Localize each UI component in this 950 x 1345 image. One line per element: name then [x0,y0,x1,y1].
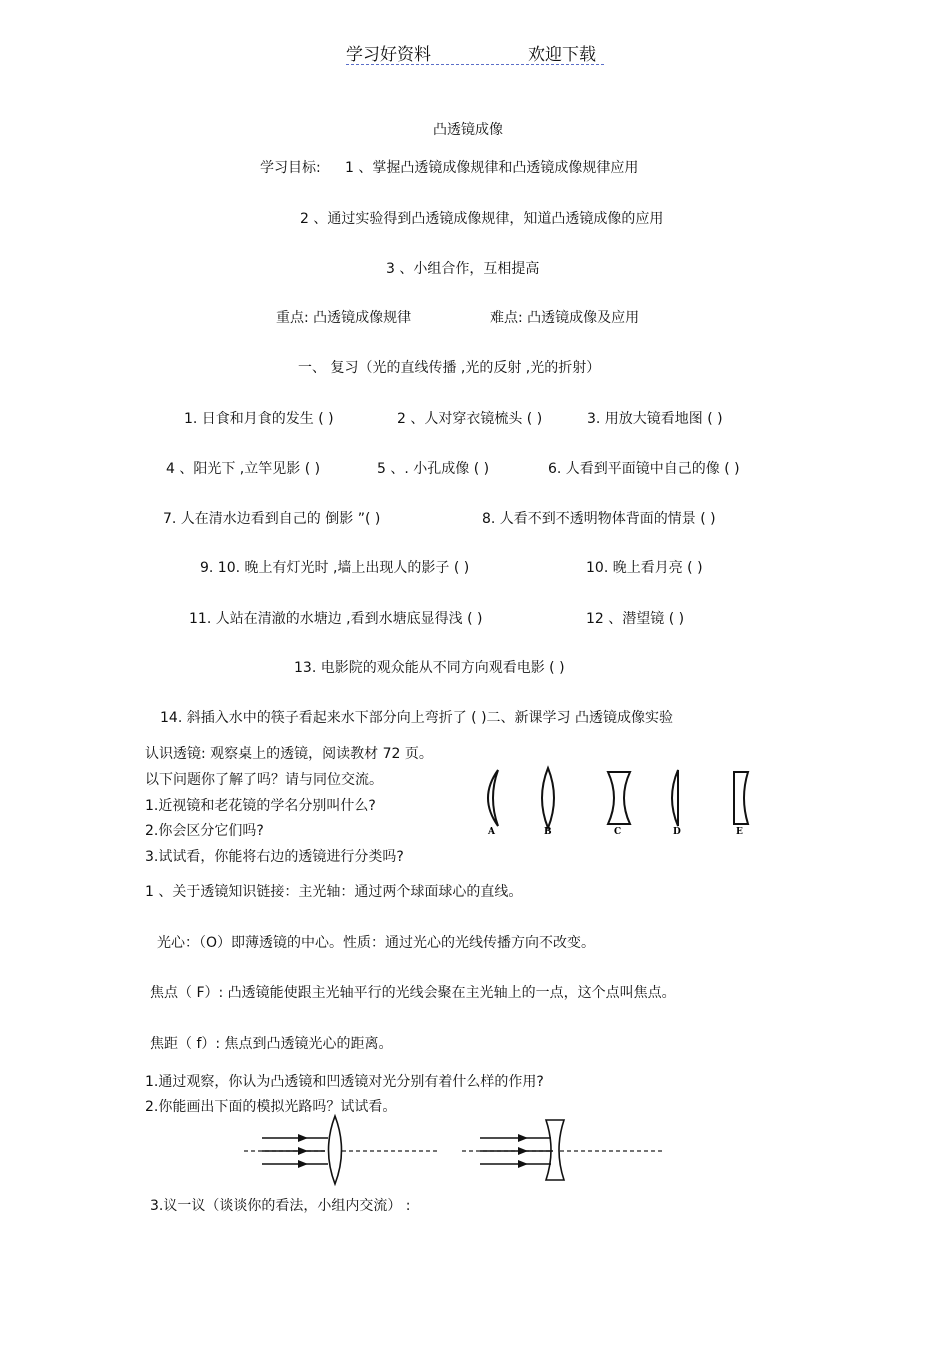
convex-lens-shape [329,1116,342,1184]
review-item-6: 6. 人看到平面镜中自己的像 ( ) [548,461,740,477]
knowledge-focal-length: 焦距（ f）: 焦点到凸透镜光心的距离。 [150,1036,393,1052]
lens-intro-5: 3.试试看，你能将右边的透镜进行分类吗? [145,849,404,865]
key-point: 重点: 凸透镜成像规律 [276,310,412,326]
lens-e-shape [734,772,748,824]
discussion-prompt: 3.议一议（谈谈你的看法，小组内交流） : [150,1198,411,1214]
review-item-1: 1. 日食和月食的发生 ( ) [184,411,334,427]
lens-b-shape [542,768,554,828]
question-2: 2.你能画出下面的模拟光路吗？试试看。 [145,1099,397,1115]
lens-label-b: B [544,827,552,837]
lens-intro-3: 1.近视镜和老花镜的学名分别叫什么? [145,798,376,814]
review-item-13: 13. 电影院的观众能从不同方向观看电影 ( ) [294,660,565,676]
lens-intro-1: 认识透镜: 观察桌上的透镜，阅读教材 72 页。 [145,746,433,762]
review-item-4: 4 、阳光下 ,立竿见影 ( ) [166,461,321,477]
review-item-8: 8. 人看不到不透明物体背面的情景 ( ) [482,511,716,527]
review-item-7: 7. 人在清水边看到自己的 倒影 ”( ) [163,511,381,527]
page-title: 凸透镜成像 [433,122,503,138]
header-left: 学习好资料 [346,45,431,65]
header-right: 欢迎下载 [528,45,596,65]
review-item-11: 11. 人站在清澈的水塘边 ,看到水塘底显得浅 ( ) [189,611,483,627]
lens-c-shape [608,772,630,824]
review-item-5: 5 、. 小孔成像 ( ) [377,461,490,477]
objectives-label: 学习目标: [260,160,321,176]
concave-lens-shape [546,1120,564,1180]
incident-rays-concave [480,1138,553,1164]
lens-intro-4: 2.你会区分它们吗? [145,823,264,839]
knowledge-focus: 焦点（ F）: 凸透镜能使跟主光轴平行的光线会聚在主光轴上的一点，这个点叫焦点。 [150,985,676,1001]
lens-d-shape [672,770,678,826]
knowledge-principal-axis: 1 、关于透镜知识链接：主光轴：通过两个球面球心的直线。 [145,884,523,900]
incident-rays-convex [262,1138,328,1164]
ray-arrows-concave [518,1134,528,1168]
lens-types-figure [470,762,770,842]
lens-label-d: D [673,827,681,837]
lens-label-e: E [736,827,743,837]
review-item-12: 12 、潜望镜 ( ) [586,611,685,627]
difficult-point: 难点: 凸透镜成像及应用 [490,310,640,326]
review-item-3: 3. 用放大镜看地图 ( ) [587,411,723,427]
lens-intro-2: 以下问题你了解了吗？请与同位交流。 [145,772,383,788]
review-item-2: 2 、人对穿衣镜梳头 ( ) [397,411,543,427]
knowledge-optical-center: 光心：（O）即薄透镜的中心。性质：通过光心的光线传播方向不改变。 [157,935,596,951]
question-1: 1.通过观察，你认为凸透镜和凹透镜对光分别有着什么样的作用? [145,1074,544,1090]
objective-3: 3 、小组合作，互相提高 [386,261,540,277]
objective-2: 2 、通过实验得到凸透镜成像规律，知道凸透镜成像的应用 [300,211,664,227]
objective-1: 1 、掌握凸透镜成像规律和凸透镜成像规律应用 [345,160,639,176]
light-path-figure [240,1112,670,1188]
lens-a-shape [488,770,498,826]
review-item-14: 14. 斜插入水中的筷子看起来水下部分向上弯折了 ( )二、新课学习 凸透镜成像实验 [160,710,673,726]
lens-label-c: C [614,827,622,837]
review-item-9: 9. 10. 晚上有灯光时 ,墙上出现人的影子 ( ) [200,560,470,576]
ray-arrows-convex [298,1134,308,1168]
review-item-10: 10. 晚上看月亮 ( ) [586,560,703,576]
review-heading: 一、 复习（光的直线传播 ,光的反射 ,光的折射） [298,360,601,376]
header-divider [346,64,604,65]
lens-label-a: A [488,827,495,837]
